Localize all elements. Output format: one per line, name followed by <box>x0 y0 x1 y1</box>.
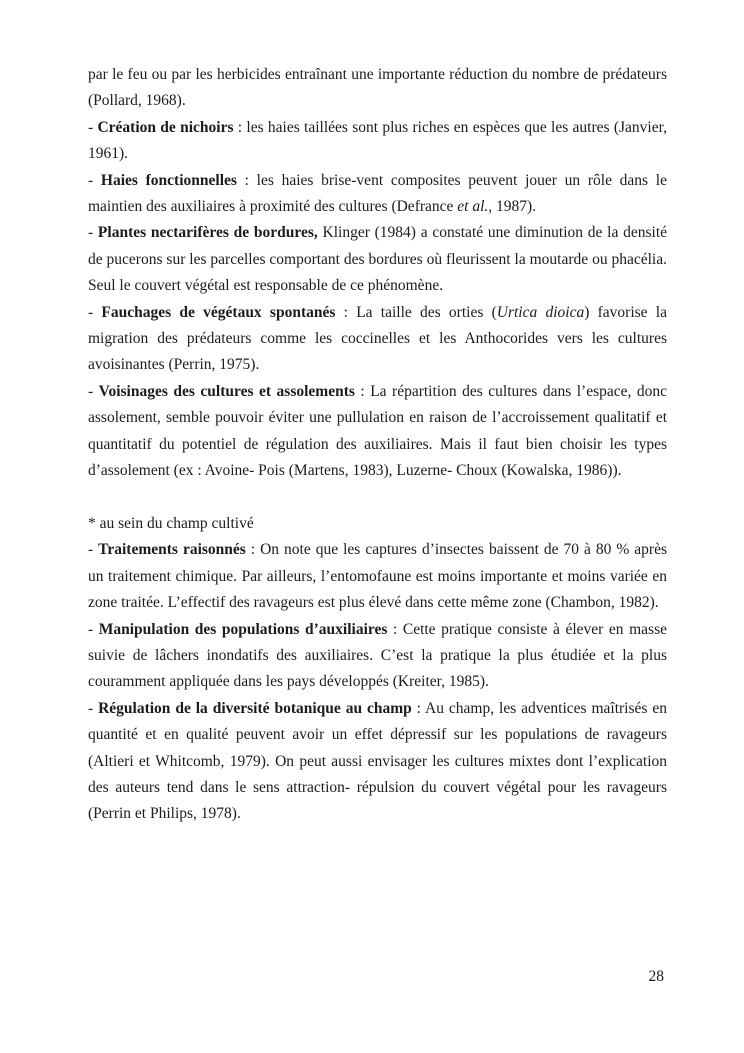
text-run: - <box>88 382 99 400</box>
paragraph-creation-de-nichoirs <box>88 115 667 168</box>
text-run: 1987). <box>492 198 537 216</box>
text-run: - <box>88 171 101 189</box>
paragraph-regulation-diversite-botanique <box>88 696 667 828</box>
paragraph-manipulation-populations-auxiliaires <box>88 617 667 696</box>
text-run: * au sein du champ cultivé <box>88 514 254 532</box>
paragraph-continuation-pollard <box>88 62 667 115</box>
bold-run: Plantes nectarifères de bordures, <box>97 224 318 242</box>
bold-run: Manipulation des populations d’auxiliaires <box>98 620 388 638</box>
bold-run: Création de nichoirs <box>97 118 234 136</box>
text-run: : Au champ, les adventices maîtrisés en quantité et en qualité peuvent avoir un effet dépressif sur les populations de ravageurs (Altieri et Whitcomb, 1979). On peut aussi envisager les cultures mixtes dont l’explication des auteurs tend dans le sens attraction- répulsion du couvert végétal pour les ravageurs (Perrin et Philips, 1978). <box>88 699 667 823</box>
text-run: - <box>88 303 102 321</box>
text-run: - <box>88 224 98 242</box>
text-run: - <box>88 699 99 717</box>
text-run: - <box>88 541 99 559</box>
bold-run: Fauchages de végétaux spontanés <box>101 303 336 321</box>
paragraph-traitements-raisonnes <box>88 537 667 616</box>
paragraph-au-sein-du-champ-cultive <box>88 511 667 537</box>
bold-run: Traitements raisonnés <box>98 541 246 559</box>
bold-run: Voisinages des cultures et assolements <box>98 382 355 400</box>
paragraph-plantes-nectariferes <box>88 220 667 299</box>
bold-run: Régulation de la diversité botanique au champ <box>98 699 412 717</box>
paragraph-haies-fonctionnelles <box>88 168 667 221</box>
text-run: - <box>88 118 98 136</box>
text-run: Klinger (1984) a constaté une diminution de la densité de pucerons sur les parcelles comportant des bordures où fleurissent la moutarde ou phacélia. Seul le couvert végétal est responsable de ce phénomène. <box>88 224 668 295</box>
text-run: - <box>88 620 99 638</box>
text-run: : les haies taillées sont plus riches en espèces que les autres (Janvier, 1961). <box>88 118 668 163</box>
text-run: ) favorise la migration des prédateurs comme les coccinelles et les Anthocorides vers les cultures avoisinantes (Perrin, 1975). <box>88 303 667 374</box>
text-body <box>88 62 667 828</box>
text-run: : les haies brise-vent composites peuvent jouer un rôle dans le maintien des auxiliaires à proximité des cultures (Defrance <box>88 171 667 216</box>
text-run: : On note que les captures d’insectes baissent de 70 à 80 % après un traitement chimique. Par ailleurs, l’entomofaune est moins importante et moins variée en zone traitée. L’effectif des ravageurs est plus élevé dans cette même zone (Chambon, 1982). <box>88 541 667 612</box>
page-number: 28 <box>648 968 664 985</box>
text-run: : La taille des orties ( <box>335 303 497 321</box>
italic-run: Urtica dioica <box>496 303 585 321</box>
text-run: par le feu ou par les herbicides entraînant une importante réduction du nombre de prédateurs (Pollard, 1968). <box>88 66 667 110</box>
text-run: : Cette pratique consiste à élever en masse suivie de lâchers inondatifs des auxiliaires. C’est la pratique la plus étudiée et la plus couramment appliquée dans les pays développés (Kreiter, 1985). <box>88 620 667 691</box>
paragraph-voisinages-cultures-assolements <box>88 379 667 485</box>
paragraph-fauchages-vegetaux-spontanes <box>88 300 667 379</box>
italic-run: et al., <box>457 198 493 216</box>
text-run: : La répartition des cultures dans l’espace, donc assolement, semble pouvoir éviter une pullulation en raison de l’accroissement qualitatif et quantitatif du potentiel de régulation des auxiliaires. Mais il faut bien choisir les types d’assolement (ex : Avoine- Pois (Martens, 1983), Luzerne- Choux (Kowalska, 1986)). <box>88 382 667 480</box>
bold-run: Haies fonctionnelles <box>100 171 237 189</box>
